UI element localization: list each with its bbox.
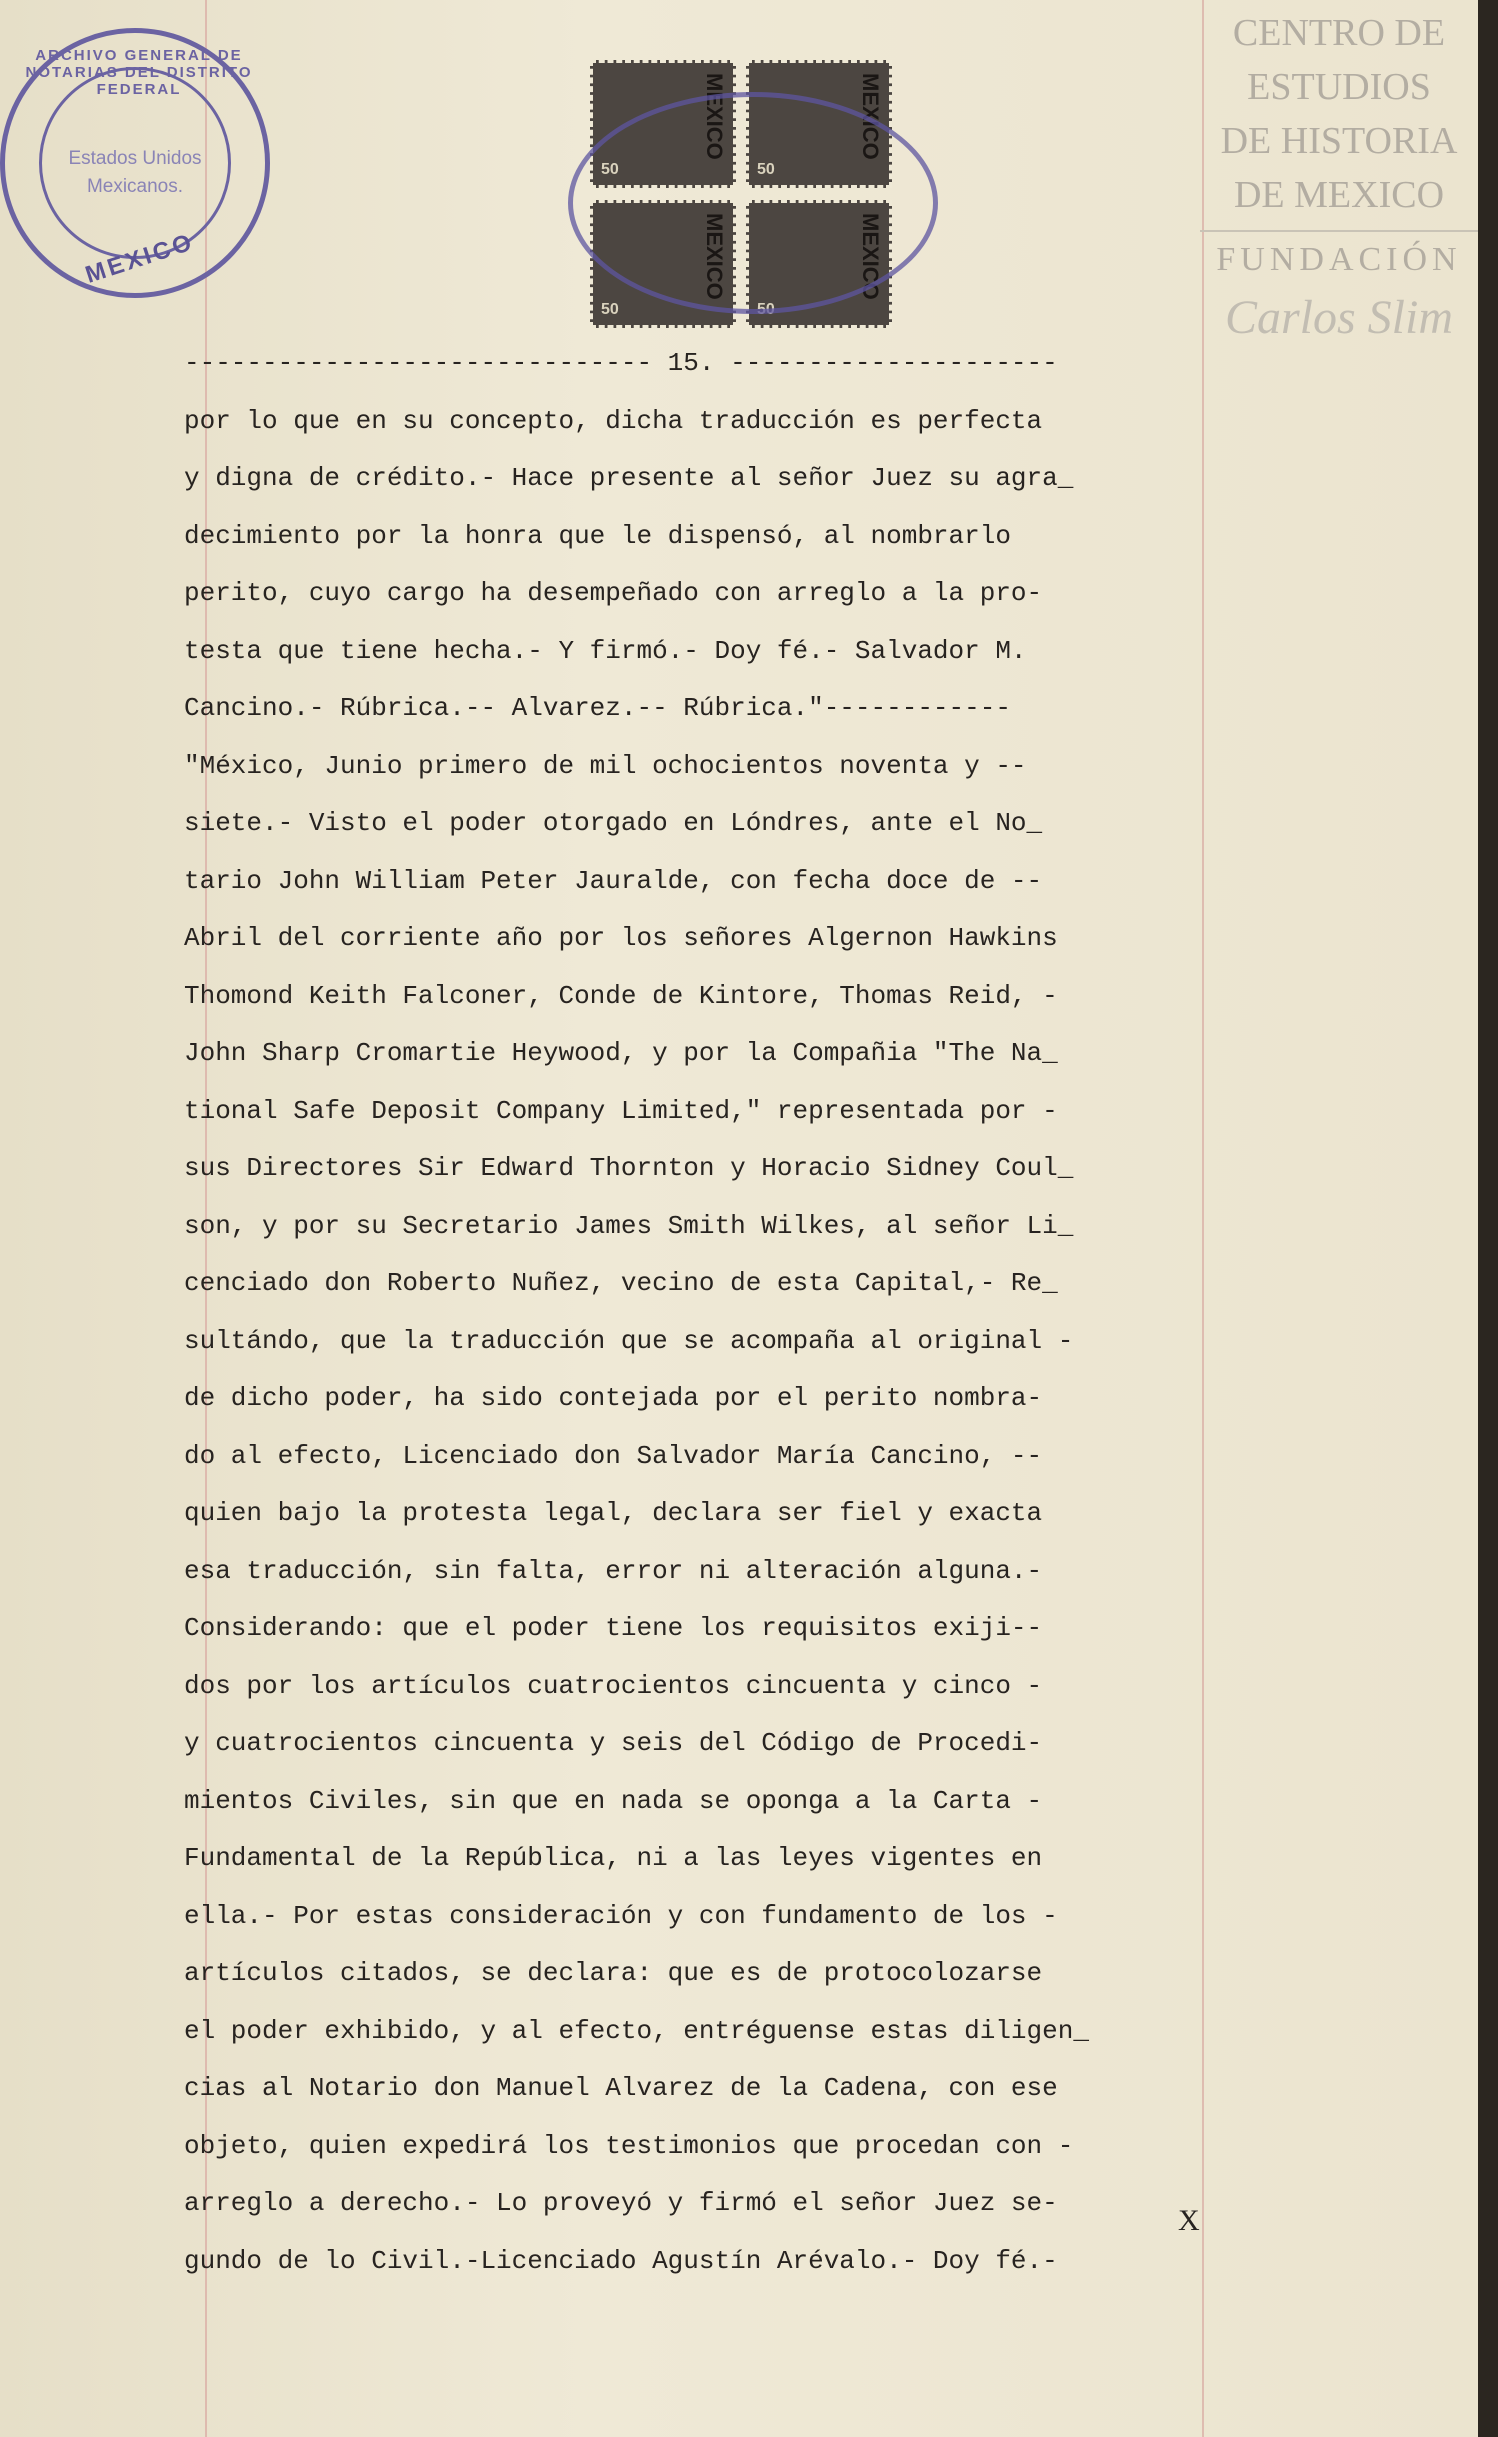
text-line: siete.- Visto el poder otorgado en Lóndres, ante el No_ <box>184 808 1043 838</box>
text-line: testa que tiene hecha.- Y firmó.- Doy fé.- Salvador M. <box>184 635 1027 666</box>
watermark-line1: CENTRO DE <box>1232 12 1446 54</box>
text-line: cias al Notario don Manuel Alvarez de la Cadena, con ese <box>184 2073 1058 2103</box>
seal-center-text <box>45 145 225 201</box>
text-line: Considerando: que el poder tiene los requisitos exiji-- <box>184 1613 1043 1643</box>
text-line: por lo que en su concepto, dicha traducción es perfecta <box>184 405 1043 436</box>
document-body <box>184 335 1224 2290</box>
text-line: ella.- Por estas consideración y con fundamento de los - <box>184 1900 1058 1931</box>
text-line: Thomond Keith Falconer, Conde de Kintore, Thomas Reid, - <box>184 980 1058 1011</box>
text-line: arreglo a derecho.- Lo proveyó y firmó el señor Juez se- <box>184 2188 1058 2218</box>
archive-watermark <box>1200 6 1478 348</box>
text-line: objeto, quien expedirá los testimonios que procedan con - <box>184 2130 1074 2161</box>
watermark-line3: DE HISTORIA <box>1220 120 1458 162</box>
text-line: de dicho poder, ha sido contejada por el perito nombra- <box>184 1383 1043 1413</box>
text-line: Fundamental de la República, ni a las leyes vigentes en <box>184 1843 1043 1873</box>
text-line: cenciado don Roberto Nuñez, vecino de esta Capital,- Re_ <box>184 1268 1058 1298</box>
watermark-line4: DE MEXICO <box>1233 174 1445 216</box>
seal-center-line2: Mexicanos. <box>86 176 184 197</box>
watermark-line2: ESTUDIOS <box>1247 66 1431 108</box>
text-line: mientos Civiles, sin que en nada se oponga a la Carta - <box>184 1785 1043 1816</box>
text-line: tario John William Peter Jauralde, con fecha doce de -- <box>184 865 1043 896</box>
text-line: John Sharp Cromartie Heywood, y por la Compañia "The Na_ <box>184 1038 1058 1068</box>
text-line: sultándo, que la traducción que se acompaña al original - <box>184 1325 1074 1356</box>
margin-x-mark: X <box>1178 2204 1200 2237</box>
stamp-value: 50 <box>757 161 775 178</box>
text-line: son, y por su Secretario James Smith Wilkes, al señor Li_ <box>184 1210 1074 1241</box>
text-line: esa traducción, sin falta, error ni alteración alguna.- <box>184 1555 1043 1586</box>
text-line: "México, Junio primero de mil ochocientos noventa y -- <box>184 750 1027 781</box>
text-line: Abril del corriente año por los señores Algernon Hawkins <box>184 923 1058 953</box>
seal-bottom-text: MEXICO <box>82 228 198 289</box>
text-line: decimiento por la honra que le dispensó, al nombrarlo <box>184 520 1011 551</box>
stamp-label: MEXICO <box>858 73 883 160</box>
text-line: do al efecto, Licenciado don Salvador María Cancino, -- <box>184 1440 1043 1471</box>
text-line: y digna de crédito.- Hace presente al señor Juez su agra_ <box>184 463 1074 493</box>
text-line: dos por los artículos cuatrocientos cincuenta y cinco - <box>184 1670 1043 1701</box>
text-line: tional Safe Deposit Company Limited," representada por - <box>184 1095 1058 1126</box>
seal-center-line1: Estados Unidos <box>68 148 202 169</box>
stamp-label: MEXICO <box>858 213 883 300</box>
text-line: sus Directores Sir Edward Thornton y Horacio Sidney Coul_ <box>184 1153 1074 1183</box>
page-header: ------------------------------ 15. --------------------- <box>184 348 1058 378</box>
text-line: y cuatrocientos cincuenta y seis del Código de Procedi- <box>184 1728 1043 1758</box>
text-line: perito, cuyo cargo ha desempeñado con arreglo a la pro- <box>184 578 1043 608</box>
watermark-foundation: FUNDACIÓN <box>1200 230 1478 288</box>
stamp-value: 50 <box>757 301 775 318</box>
text-line: Cancino.- Rúbrica.-- Alvarez.-- Rúbrica."------------ <box>184 693 1011 723</box>
seal-ring-text: ARCHIVO GENERAL DE NOTARIAS DEL DISTRITO FEDERAL <box>25 47 253 98</box>
watermark-signature: Carlos Slim <box>1224 291 1454 344</box>
cancellation-stamp <box>568 92 938 314</box>
text-line: artículos citados, se declara: que es de protocolozarse <box>184 1958 1043 1988</box>
text-line: el poder exhibido, y al efecto, entréguense estas diligen_ <box>184 2015 1089 2046</box>
stamp-value: 50 <box>601 301 619 318</box>
text-line: quien bajo la protesta legal, declara ser fiel y exacta <box>184 1498 1043 1528</box>
stamp-label: MEXICO <box>702 213 727 300</box>
stamp-value: 50 <box>601 161 619 178</box>
text-line: gundo de lo Civil.-Licenciado Agustín Arévalo.- Doy fé.- <box>184 2245 1058 2276</box>
notary-seal <box>0 28 270 298</box>
stamp-label: MEXICO <box>702 73 727 160</box>
